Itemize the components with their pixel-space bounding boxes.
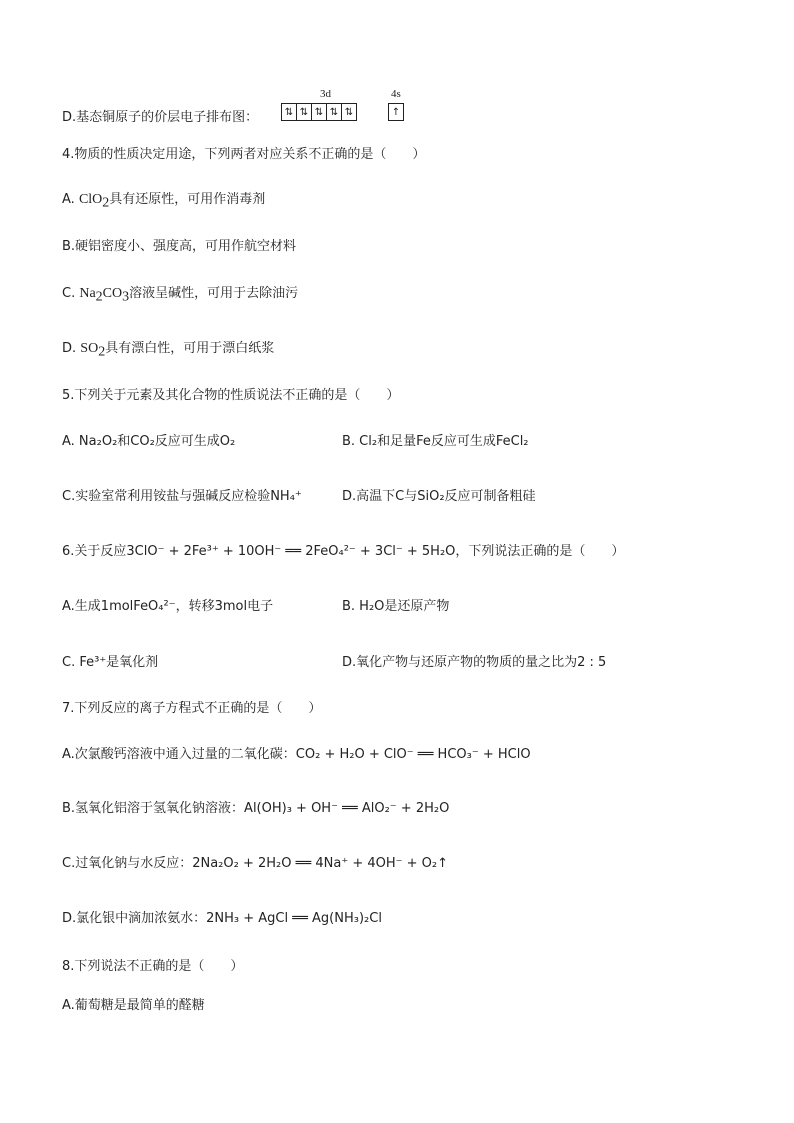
electron-pair-icon xyxy=(327,104,342,120)
q5-option-b: B. Cl₂和足量Fe反应可生成FeCl₂ xyxy=(342,434,529,449)
q5-option-a: A. Na₂O₂和CO₂反应可生成O₂ xyxy=(62,434,236,449)
q6-option-d: D.氧化产物与还原产物的物质的量之比为2 : 5 xyxy=(342,655,607,670)
q4-option-b: B.硬铝密度小、强度高，可用作航空材料 xyxy=(62,239,297,254)
q6-option-a: A.生成1molFeO₄²⁻，转移3mol电子 xyxy=(62,599,274,614)
q7-option-a: A.次氯酸钙溶液中通入过量的二氧化碳：CO₂ + H₂O + ClO⁻ ══ HCO₃⁻ + HClO xyxy=(62,747,531,762)
d-option-label: D.基态铜原子的价层电子排布图： xyxy=(62,110,259,125)
q7-stem: 7.下列反应的离子方程式不正确的是（ ） xyxy=(62,701,322,716)
q6-option-b: B. H₂O是还原产物 xyxy=(342,599,450,614)
q7-option-b: B.氢氧化铝溶于氢氧化钠溶液：Al(OH)₃ + OH⁻ ══ AlO₂⁻ + 2H₂O xyxy=(62,801,450,816)
q5-stem: 5.下列关于元素及其化合物的性质说法不正确的是（ ） xyxy=(62,388,400,403)
q7-option-d: D.氯化银中滴加浓氨水：2NH₃ + AgCl ══ Ag(NH₃)₂Cl xyxy=(62,911,382,926)
orbital-3d-label: 3d xyxy=(320,88,331,100)
orbital-4s-box xyxy=(388,103,404,121)
orbital-3d-boxes xyxy=(281,103,357,121)
q8-stem: 8.下列说法不正确的是（ ） xyxy=(62,959,244,974)
q6-option-c: C. Fe³⁺是氧化剂 xyxy=(62,655,159,670)
q8-option-a: A.葡萄糖是最简单的醛糖 xyxy=(62,998,205,1013)
q6-stem: 6.关于反应3ClO⁻ + 2Fe³⁺ + 10OH⁻ ══ 2FeO₄²⁻ + 3Cl⁻ + 5H₂O，下列说法正确的是（ ） xyxy=(62,544,625,559)
q4-stem: 4.物质的性质决定用途，下列两者对应关系不正确的是（ ） xyxy=(62,147,426,162)
q7-option-c: C.过氧化钠与水反应：2Na₂O₂ + 2H₂O ══ 4Na⁺ + 4OH⁻ + O₂↑ xyxy=(62,856,449,871)
q4-option-d: D. $SO_2$具有漂白性，可用于漂白纸浆 xyxy=(62,341,275,360)
electron-pair-icon xyxy=(297,104,312,120)
q5-option-c: C.实验室常利用铵盐与强碱反应检验NH₄⁺ xyxy=(62,489,302,504)
electron-pair-icon xyxy=(282,104,297,120)
q4-option-c: C. $Na_2CO_3$溶液呈碱性，可用于去除油污 xyxy=(62,286,299,305)
orbital-4s-label: 4s xyxy=(391,88,401,100)
electron-pair-icon xyxy=(342,104,356,120)
q4-option-a: A. ClO$_2$具有还原性，可用作消毒剂 xyxy=(62,192,266,211)
q5-option-d: D.高温下C与SiO₂反应可制备粗硅 xyxy=(342,489,536,504)
electron-pair-icon xyxy=(312,104,327,120)
electron-up-icon xyxy=(389,104,403,120)
